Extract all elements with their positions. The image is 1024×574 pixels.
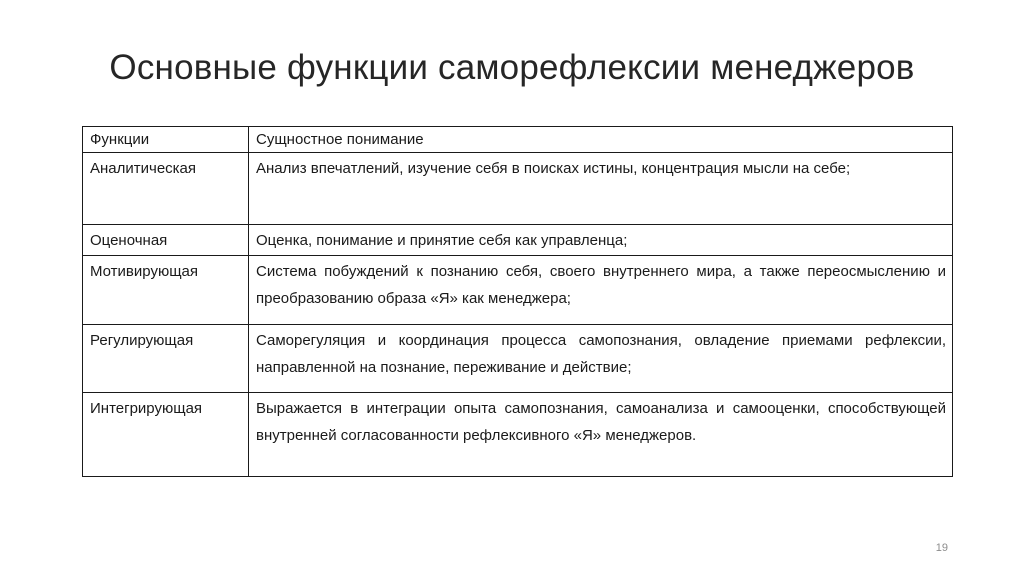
function-name-cell: Оценочная: [83, 225, 249, 256]
header-cell-meaning: Сущностное понимание: [249, 127, 953, 153]
function-name-cell: Регулирующая: [83, 325, 249, 393]
functions-table: [82, 126, 953, 477]
function-description-cell: Выражается в интеграции опыта самопознания, самоанализа и самооценки, способствующей внутренней согласованности рефлексивного «Я» менеджеров.: [249, 393, 953, 477]
table-row: [83, 225, 953, 256]
page-number: 19: [935, 542, 948, 554]
function-description-cell: Саморегуляция и координация процесса самопознания, овладение приемами рефлексии, направленной на познание, переживание и действие;: [249, 325, 953, 393]
header-cell-functions: Функции: [83, 127, 249, 153]
table-row: [83, 325, 953, 393]
slide-title: Основные функции саморефлексии менеджеров: [109, 48, 915, 87]
function-name-cell: Мотивирующая: [83, 256, 249, 325]
function-description-cell: Оценка, понимание и принятие себя как управленца;: [249, 225, 953, 256]
function-name-cell: Аналитическая: [83, 153, 249, 225]
table-row: [83, 153, 953, 225]
function-description-cell: Анализ впечатлений, изучение себя в поисках истины, концентрация мысли на себе;: [249, 153, 953, 225]
function-name-cell: Интегрирующая: [83, 393, 249, 477]
table-header-row: [83, 127, 953, 153]
function-description-cell: Система побуждений к познанию себя, своего внутреннего мира, а также переосмыслению и преобразованию образа «Я» как менеджера;: [249, 256, 953, 325]
table-row: [83, 393, 953, 477]
table-row: [83, 256, 953, 325]
